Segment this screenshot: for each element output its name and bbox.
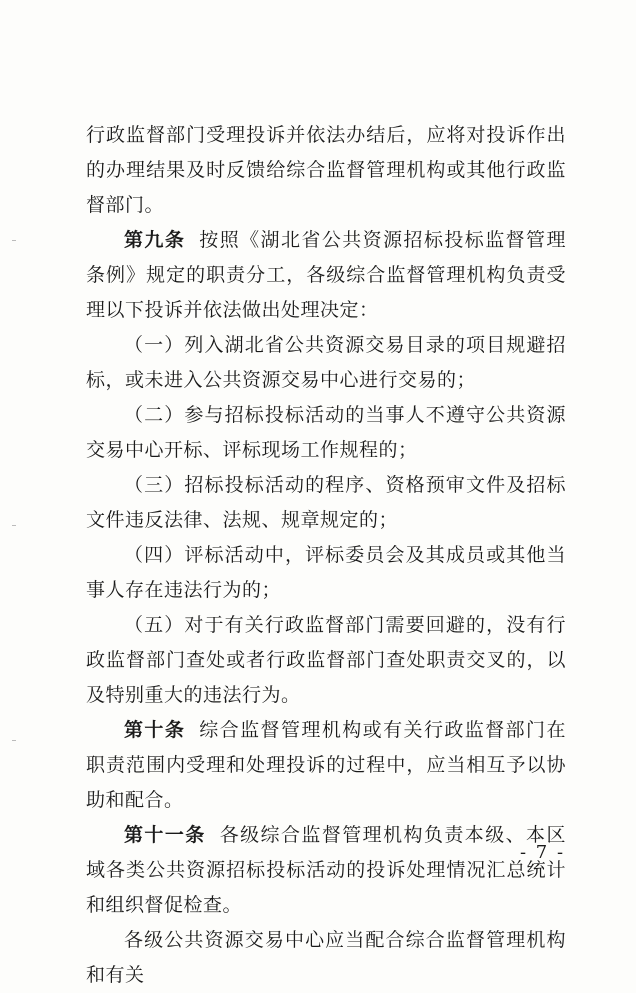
document-body — [86, 118, 566, 993]
item-4: （四）评标活动中，评标委员会及其成员或其他当事人存在违法行为的； — [86, 544, 566, 601]
article-heading: 第九条 — [124, 229, 186, 251]
article-heading: 第十一条 — [124, 824, 206, 846]
article-9: 第九条 按照《湖北省公共资源招标投标监督管理条例》规定的职责分工，各级综合监督管理机构负责受理以下投诉并依法做出处理决定： — [86, 229, 566, 321]
scan-speck — [12, 525, 16, 526]
paragraph-continuation: 行政监督部门受理投诉并依法办结后，应将对投诉作出的办理结果及时反馈给综合监督管理机构或其他行政监督部门。 — [86, 124, 566, 216]
article-10: 第十条 综合监督管理机构或有关行政监督部门在职责范围内受理和处理投诉的过程中，应当相互予以协助和配合。 — [86, 719, 566, 811]
article-heading: 第十条 — [124, 719, 186, 741]
item-1: （一）列入湖北省公共资源交易目录的项目规避招标，或未进入公共资源交易中心进行交易的； — [86, 334, 566, 391]
paragraph-final: 各级公共资源交易中心应当配合综合监督管理机构和有关 — [86, 929, 566, 986]
item-5: （五）对于有关行政监督部门需要回避的，没有行政监督部门查处或者行政监督部门查处职责交叉的，以及特别重大的违法行为。 — [86, 614, 566, 706]
scan-speck — [12, 240, 16, 241]
scan-speck — [12, 740, 16, 741]
page-number: - 7 - — [520, 842, 566, 863]
item-3: （三）招标投标活动的程序、资格预审文件及招标文件违反法律、法规、规章规定的； — [86, 474, 566, 531]
item-2: （二）参与招标投标活动的当事人不遵守公共资源交易中心开标、评标现场工作规程的； — [86, 404, 566, 461]
article-11: 第十一条 各级综合监督管理机构负责本级、本区域各类公共资源招标投标活动的投诉处理情况汇总统计和组织督促检查。 — [86, 824, 566, 916]
